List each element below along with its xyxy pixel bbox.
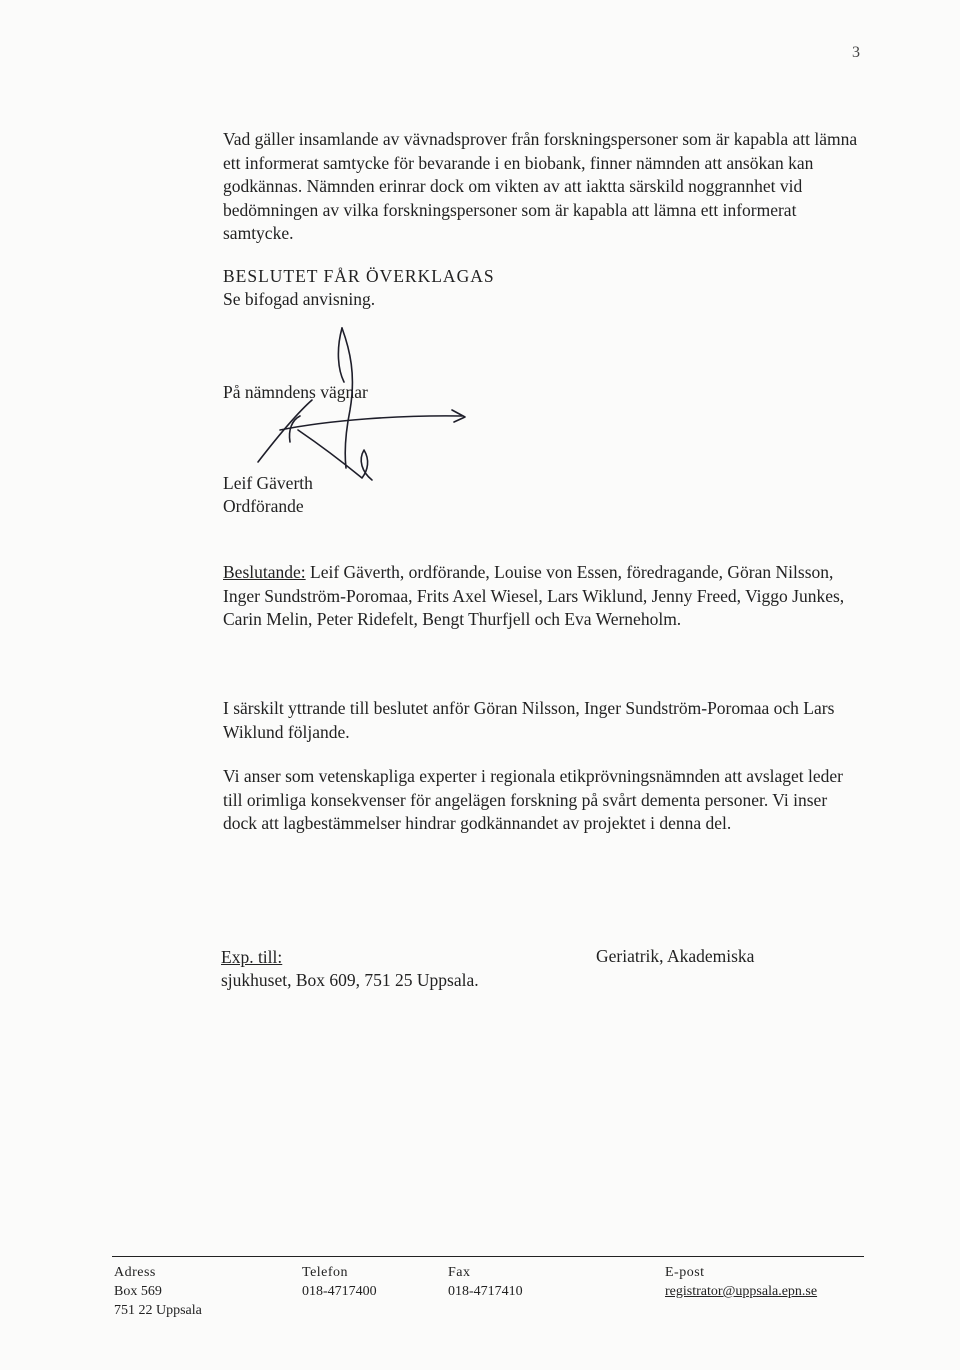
footer-email-link[interactable]: registrator@uppsala.epn.se [665, 1284, 818, 1299]
footer-address-line1: Box 569 [114, 1284, 162, 1299]
decision-label: Beslutande: [223, 562, 306, 582]
footer-fax [448, 1263, 523, 1301]
footer-address [114, 1263, 202, 1320]
expert-view-text: Vi anser som vetenskapliga experter i regionala etikprövningsnämnden att avslaget leder till orimliga konsekvenser för angelägen forskning på svårt dementa personer. Vi inser dock att lagbestämmelser hindrar godkännandet av projektet i denna del. [223, 766, 843, 833]
copy-to-recipient: Geriatrik, Akademiska [596, 946, 755, 966]
footer-fax-number: 018-4717410 [448, 1284, 523, 1299]
footer-phone-label: Telefon [302, 1265, 349, 1280]
paragraph-decision [223, 561, 863, 632]
appeal-note: Se bifogad anvisning. [223, 289, 376, 309]
footer-address-line2: 751 22 Uppsala [114, 1303, 202, 1318]
paragraph-special-opinion [223, 697, 863, 744]
signer-name: Leif Gäverth [223, 473, 313, 493]
page-number: 3 [852, 44, 860, 61]
footer-fax-label: Fax [448, 1265, 471, 1280]
paragraph-expert-view [223, 765, 863, 836]
paragraph-biobank [223, 128, 863, 246]
copy-to-label: Exp. till: [221, 947, 283, 967]
signer-title: Ordförande [223, 496, 304, 516]
footer-email [665, 1263, 817, 1301]
copy-to-line2: sjukhuset, Box 609, 751 25 Uppsala. [221, 970, 479, 990]
decision-members: Leif Gäverth, ordförande, Louise von Essen, föredragande, Göran Nilsson, Inger Sundström-Poromaa, Frits Axel Wiesel, Lars Wiklund, Jenny Freed, Viggo Junkes, Carin Melin, Peter Ridefelt, Bengt Thurfjell och Eva Werneholm. [223, 562, 845, 629]
special-opinion-text: I särskilt yttrande till beslutet anför Göran Nilsson, Inger Sundström-Poromaa och Lars Wiklund följande. [223, 698, 835, 742]
appeal-heading: BESLUTET FÅR ÖVERKLAGAS [223, 266, 495, 286]
footer-email-label: E-post [665, 1265, 705, 1280]
decision-text [223, 561, 863, 632]
paragraph-biobank-text: Vad gäller insamlande av vävnadsprover från forskningspersoner som är kapabla att lämna ett informerat samtycke för bevarande i en biobank, finner nämnden att ansökan kan godkännas. Nämnden erinrar dock om vikten av att iaktta särskild noggrannhet vid bedömningen av vilka forskningspersoner som är kapabla att lämna ett informerat samtycke. [223, 129, 858, 243]
footer-phone [302, 1263, 377, 1301]
footer-divider [112, 1256, 864, 1257]
footer-phone-number: 018-4717400 [302, 1284, 377, 1299]
signature-label: På nämndens vägnar [223, 382, 368, 402]
footer-address-label: Adress [114, 1265, 156, 1280]
copy-to-block [221, 946, 479, 992]
signer-block [223, 472, 313, 518]
